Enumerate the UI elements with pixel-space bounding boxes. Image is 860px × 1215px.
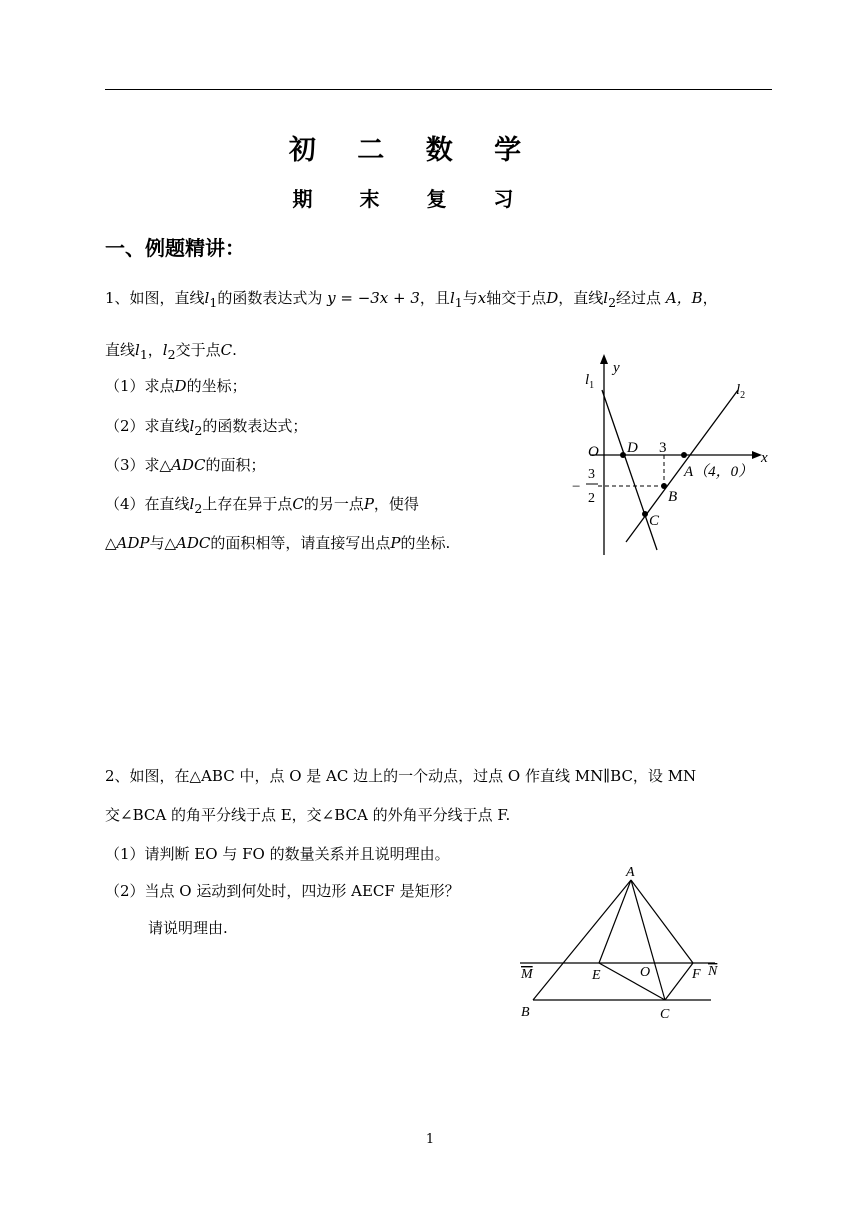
point-C — [642, 511, 648, 517]
point-D — [620, 452, 626, 458]
y-axis-arrow — [600, 354, 608, 364]
label-B: B — [521, 1005, 530, 1020]
point-B — [661, 483, 667, 489]
fraction-denominator: 2 — [588, 491, 595, 506]
fraction-minus: − — [572, 479, 581, 495]
problem2-question2-cont: 请说明理由. — [148, 919, 228, 937]
segment-FC — [665, 963, 693, 1000]
problem2-line2: 交∠BCA 的角平分线于点 E，交∠BCA 的外角平分线于点 F. — [105, 806, 511, 824]
page-number: 1 — [425, 1132, 435, 1147]
label-F: F — [692, 967, 701, 982]
point-D-label: D — [627, 440, 638, 456]
section-heading: 一、例题精讲： — [105, 236, 245, 260]
origin-label: O — [588, 444, 599, 460]
problem1-line1: 1、如图，直线$l_1$的函数表达式为 y = −3x + 3，且$l_1$与x轴交于点D，直线$l_2$经过点 A，B， — [105, 289, 718, 310]
label-C: C — [660, 1007, 670, 1022]
problem2-question2: （2）当点 O 运动到何处时，四边形 AECF 是矩形？ — [105, 882, 460, 900]
x-axis-label: x — [761, 450, 768, 466]
l2-label: $l_2$ — [736, 382, 746, 401]
point-A-label: A（4，0） — [684, 464, 754, 480]
label-A: A — [626, 865, 635, 880]
problem1-line2: 直线$l_1$，$l_2$交于点C. — [105, 341, 237, 362]
y-axis-label: y — [613, 360, 620, 376]
point-A — [681, 452, 687, 458]
problem1-question4-cont: △ADP与△ADC的面积相等，请直接写出点P的坐标. — [105, 534, 451, 552]
problem1-question2: （2）求直线$l_2$的函数表达式； — [105, 417, 308, 438]
segment-AF — [631, 880, 693, 963]
segment-AB — [533, 880, 631, 1000]
point-C-label: C — [649, 513, 660, 529]
problem1-equation: y = −3x + 3 — [327, 289, 420, 307]
segment-EC — [599, 963, 665, 1000]
problem1-question3: （3）求△ADC的面积； — [105, 456, 266, 474]
page-title: 初 二 数 学 — [288, 135, 538, 166]
point-B-label: B — [668, 489, 678, 505]
label-O: O — [640, 965, 651, 980]
problem1-question1: （1）求点D的坐标； — [105, 377, 247, 395]
problem2-line1: 2、如图，在△ABC 中，点 O 是 AC 边上的一个动点，过点 O 作直线 MN∥BC，设 MN — [105, 767, 697, 785]
label-M: M — [521, 967, 533, 982]
fraction-numerator: 3 — [588, 467, 595, 482]
segment-AE — [599, 880, 631, 963]
problem1-figure — [560, 350, 790, 565]
label-E: E — [592, 968, 601, 983]
header-rule — [105, 89, 772, 90]
page-subtitle: 期 末 复 习 — [292, 187, 534, 211]
problem2-question1: （1）请判断 EO 与 FO 的数量关系并且说明理由。 — [105, 845, 450, 863]
label-N: N — [708, 964, 718, 979]
tick-label-3: 3 — [659, 440, 667, 456]
l1-label: $l_1$ — [585, 372, 595, 391]
segment-AC — [631, 880, 665, 1000]
problem2-figure — [515, 862, 745, 1027]
problem1-question4: （4）在直线$l_2$上存在异于点C的另一点P，使得 — [105, 495, 419, 516]
